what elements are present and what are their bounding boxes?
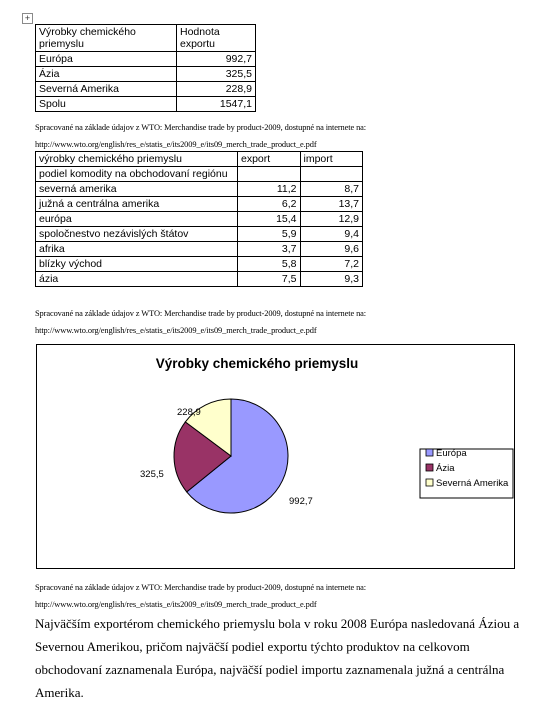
- table-cell: 12,9: [300, 212, 363, 227]
- legend-label: Európa: [436, 448, 467, 459]
- chart-title: Výrobky chemického priemyslu: [155, 356, 359, 371]
- table-cell: severná amerika: [36, 182, 238, 197]
- table-row: [36, 197, 363, 212]
- table-cell: 15,4: [238, 212, 301, 227]
- table-cell: [300, 167, 363, 182]
- table-cell: 992,7: [177, 52, 256, 67]
- table-row: [36, 82, 256, 97]
- source-url: http://www.wto.org/english/res_e/statis_e/its2009_e/its09_merch_trade_product_e.pdf: [35, 600, 317, 609]
- table-header-cell: export: [238, 152, 301, 167]
- source-note: [35, 579, 366, 613]
- table-cell: ázia: [36, 272, 238, 287]
- table-cell: 13,7: [300, 197, 363, 212]
- table-row: [36, 67, 256, 82]
- table-cell: 3,7: [238, 242, 301, 257]
- table-cell: 7,5: [238, 272, 301, 287]
- table-row: [36, 97, 256, 112]
- table-cell: Severná Amerika: [36, 82, 177, 97]
- table-cell: 9,6: [300, 242, 363, 257]
- table-cell: južná a centrálna amerika: [36, 197, 238, 212]
- source-url: http://www.wto.org/english/res_e/statis_e/its2009_e/its09_merch_trade_product_e.pdf: [35, 326, 317, 335]
- table-cell: 228,9: [177, 82, 256, 97]
- body-paragraph: Najväčším exportérom chemického priemyslu bola v roku 2008 Európa nasledovaná Áziou a Severnou Amerikou, pričom najväčší podiel exportu týchto produktov na celkovom obchodovaní zaznamenala Európa, najväčší podiel importu zaznamenala južná a centrálna Amerika.: [35, 616, 520, 700]
- table-row: [36, 52, 256, 67]
- legend-label: Ázia: [436, 463, 455, 474]
- chart-legend: [420, 448, 513, 498]
- pie-chart-svg: [37, 345, 516, 570]
- table-cell: Európa: [36, 52, 177, 67]
- source-url: http://www.wto.org/english/res_e/statis_e/its2009_e/its09_merch_trade_product_e.pdf: [35, 140, 317, 149]
- table-cell: európa: [36, 212, 238, 227]
- table-row: [36, 272, 363, 287]
- data-label: 228,9: [177, 407, 201, 418]
- table-row: [36, 257, 363, 272]
- legend-swatch: [426, 464, 433, 471]
- table-header-row: [36, 25, 256, 52]
- table-cell: 6,2: [238, 197, 301, 212]
- table-cell: blízky východ: [36, 257, 238, 272]
- table-cell: 325,5: [177, 67, 256, 82]
- table-header-cell: import: [300, 152, 363, 167]
- legend-label: Severná Amerika: [436, 478, 509, 489]
- table-subheader-row: [36, 167, 363, 182]
- source-text: Spracované na základe údajov z WTO: Merchandise trade by product-2009, dostupné na internete na:: [35, 309, 367, 318]
- data-label: 325,5: [140, 469, 164, 480]
- source-text: Spracované na základe údajov z WTO: Merchandise trade by product-2009, dostupné na internete na:: [35, 583, 367, 592]
- table-cell: spoločnestvo nezávislých štátov: [36, 227, 238, 242]
- table-cell: 11,2: [238, 182, 301, 197]
- table-move-icon[interactable]: +: [22, 13, 33, 24]
- source-note: [35, 119, 366, 153]
- table-cell: 8,7: [300, 182, 363, 197]
- table-cell: Spolu: [36, 97, 177, 112]
- table-cell: [238, 167, 301, 182]
- legend-swatch: [426, 479, 433, 486]
- legend-swatch: [426, 449, 433, 456]
- table-row: [36, 182, 363, 197]
- table-cell: 9,3: [300, 272, 363, 287]
- source-note: [35, 305, 366, 339]
- source-text: Spracované na základe údajov z WTO: Merchandise trade by product-2009, dostupné na internete na:: [35, 123, 367, 132]
- table-header-cell: výrobky chemického priemyslu: [36, 152, 238, 167]
- table-cell: 5,9: [238, 227, 301, 242]
- table-cell: 9,4: [300, 227, 363, 242]
- table-subheader-cell: podiel komodity na obchodovaní regiónu: [36, 167, 238, 182]
- pie-chart[interactable]: [36, 344, 515, 569]
- export-value-table: [35, 24, 256, 112]
- table-header-row: [36, 152, 363, 167]
- table-cell: Ázia: [36, 67, 177, 82]
- table-header-cell: Výrobky chemického priemyslu: [36, 25, 177, 52]
- table-row: [36, 242, 363, 257]
- table-row: [36, 212, 363, 227]
- table-header-cell: Hodnota exportu: [177, 25, 256, 52]
- table-row: [36, 227, 363, 242]
- table-cell: afrika: [36, 242, 238, 257]
- data-label: 992,7: [289, 496, 313, 507]
- table-cell: 5,8: [238, 257, 301, 272]
- table-cell: 1547,1: [177, 97, 256, 112]
- table-cell: 7,2: [300, 257, 363, 272]
- trade-share-table: [35, 151, 363, 287]
